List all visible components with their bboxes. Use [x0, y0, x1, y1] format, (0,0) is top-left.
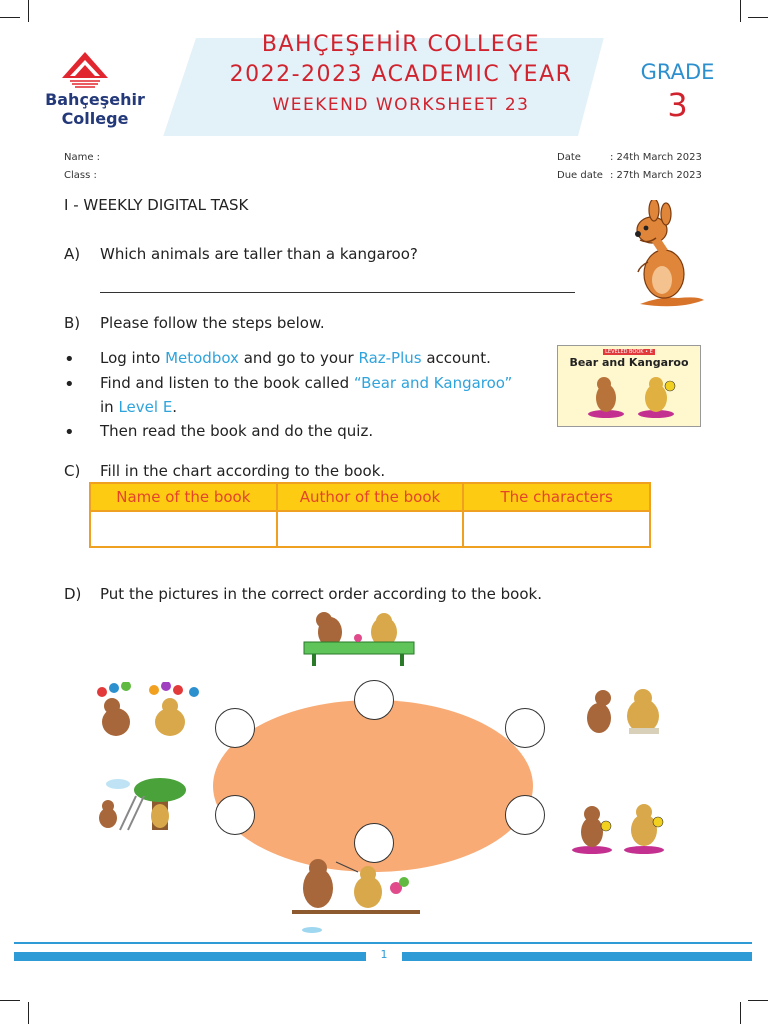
table-header-cell: Author of the book — [277, 483, 464, 511]
grade-number: 3 — [667, 86, 688, 124]
college-logo-icon — [62, 52, 108, 88]
crop-mark — [28, 1002, 29, 1024]
question-a-letter: A) — [64, 245, 81, 263]
order-circle-top[interactable] — [354, 680, 394, 720]
question-d-text: Put the pictures in the correct order according to the book. — [100, 585, 542, 603]
answer-cell-characters[interactable] — [463, 511, 650, 547]
order-circle-upper-right[interactable] — [505, 708, 545, 748]
table-header-cell: The characters — [463, 483, 650, 511]
crop-mark — [740, 1002, 741, 1024]
book-cover-title: Bear and Kangaroo — [569, 356, 689, 369]
footer-bar-right — [402, 952, 752, 961]
question-c-letter: C) — [64, 462, 81, 480]
crop-mark — [740, 0, 741, 22]
step-2: Find and listen to the book called “Bear and Kangaroo” — [100, 374, 513, 392]
picture-picnic-table — [300, 612, 418, 668]
bullet-icon: • — [64, 422, 75, 443]
due-date-value: : 27th March 2023 — [610, 170, 702, 181]
table-row — [90, 511, 650, 547]
name-label: Name : — [64, 152, 101, 163]
question-c-text: Fill in the chart according to the book. — [100, 462, 386, 480]
book-cover-image — [557, 345, 701, 427]
footer-rule — [14, 942, 752, 944]
crop-mark — [0, 17, 20, 18]
picture-fishing — [292, 858, 420, 938]
page-number: 1 — [380, 948, 388, 961]
order-circle-bottom[interactable] — [354, 823, 394, 863]
picture-kangaroo-and-bear — [575, 684, 667, 736]
bullet-icon: • — [64, 374, 75, 395]
date-value: : 24th March 2023 — [610, 152, 702, 163]
due-date-label: Due date — [557, 170, 603, 181]
answer-line-a[interactable] — [100, 292, 575, 293]
logo-line2: College — [61, 109, 129, 128]
answer-cell-book-name[interactable] — [90, 511, 277, 547]
grade-label: GRADE — [640, 60, 715, 84]
question-b-text: Please follow the steps below. — [100, 314, 325, 332]
book-chart-table — [89, 482, 651, 548]
college-title: BAHÇEŞEHİR COLLEGE — [261, 32, 541, 57]
picture-tree-ladder — [92, 776, 192, 832]
academic-year-title: 2022-2023 ACADEMIC YEAR — [229, 62, 573, 87]
order-circle-lower-left[interactable] — [215, 795, 255, 835]
question-b-letter: B) — [64, 314, 81, 332]
order-circle-lower-right[interactable] — [505, 795, 545, 835]
question-d-letter: D) — [64, 585, 82, 603]
table-header-row — [90, 483, 650, 511]
step-1: Log into Metodbox and go to your Raz-Plus account. — [100, 349, 491, 367]
bullet-icon: • — [64, 349, 75, 370]
step-2-continued: in Level E. — [100, 398, 178, 416]
step-3: Then read the book and do the quiz. — [100, 422, 374, 440]
picture-medals — [564, 800, 668, 856]
crop-mark — [28, 0, 29, 22]
table-header-cell: Name of the book — [90, 483, 277, 511]
logo-line1: Bahçeşehir — [45, 90, 145, 109]
date-label: Date — [557, 152, 581, 163]
answer-cell-author[interactable] — [277, 511, 464, 547]
footer-bar-left — [14, 952, 366, 961]
crop-mark — [0, 1000, 20, 1001]
crop-mark — [748, 17, 768, 18]
worksheet-title: WEEKEND WORKSHEET 23 — [272, 95, 530, 115]
class-label: Class : — [64, 170, 97, 181]
crop-mark — [748, 1000, 768, 1001]
kangaroo-illustration — [618, 200, 708, 308]
picture-juggling — [92, 682, 210, 738]
book-series-label: LEVELED BOOK • E — [603, 349, 655, 355]
book-cover-art — [576, 372, 684, 420]
order-circle-upper-left[interactable] — [215, 708, 255, 748]
question-a-text: Which animals are taller than a kangaroo? — [100, 245, 418, 263]
section-title: I - WEEKLY DIGITAL TASK — [64, 196, 249, 214]
